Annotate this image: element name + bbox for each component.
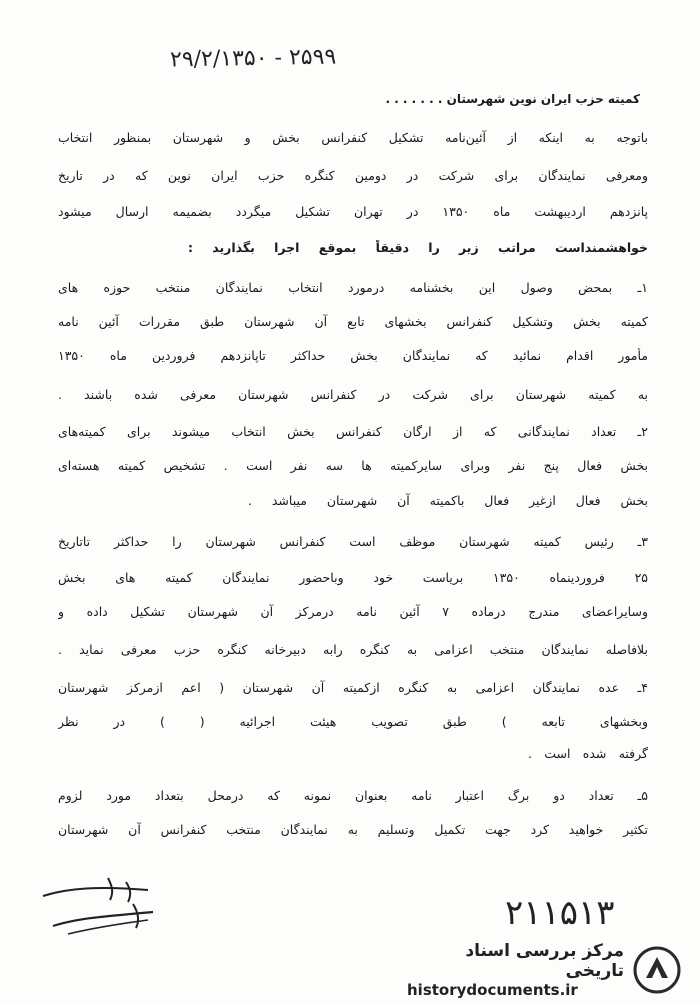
handwritten-archive-number: ۲۱۱۵۱۳ (505, 893, 615, 933)
body-line: وسایراعضای مندرج درماده ۷ آئین نامه درمرکز آن شهرستان تشکیل داده و (58, 604, 648, 619)
body-line: باتوجه به اینکه از آئین‌نامه تشکیل کنفرانس بخش و شهرستان بمنظور انتخاب (58, 130, 648, 145)
watermark-url: historydocuments.ir (407, 981, 578, 999)
body-line: ومعرفی نمایندگان برای شرکت در دومین کنگره حزب ایران نوین که در تاریخ (58, 168, 648, 183)
body-line: بلافاصله نمایندگان منتخب اعزامی به کنگره رابه دبیرخانه کنگره حزب معرفی نماید . (58, 642, 648, 657)
body-line: به کمیته شهرستان برای شرکت در کنفرانس شهرستان معرفی شده باشند . (58, 387, 648, 402)
body-line: ۵ـ تعداد دو برگ اعتبار نامه بعنوان نمونه که درمحل بتعداد مورد لزوم (58, 788, 648, 803)
body-line: وبخشهای تابعه ) طبق تصویب هیئت اجرائیه ( ) در نظر (58, 714, 648, 729)
body-line: ۲۵ فروردینماه ۱۳۵۰ بریاست خود وباحضور نمایندگان کمیته های بخش (58, 570, 648, 585)
signature-mark (38, 868, 158, 948)
body-line: پانزدهم اردیبهشت ماه ۱۳۵۰ در تهران تشکیل میگردد بضمیمه ارسال میشود (58, 204, 648, 219)
body-line: تکثیر خواهید کرد جهت تکمیل وتسلیم به نمایندگان منتخب کنفرانس آن شهرستان (58, 822, 648, 837)
watermark-title: مرکز بررسی اسناد تاریخی (465, 941, 624, 981)
body-line: ۲ـ تعداد نمایندگانی که از ارگان کنفرانس بخش انتخاب میشوند برای کمیته‌های (58, 424, 648, 439)
body-line: خواهشمنداست مراتب زیر را دقیقاً بموقع اجرا بگذارید : (188, 240, 648, 255)
body-line: ۱ـ بمحض وصول این بخشنامه درمورد انتخاب نمایندگان منتخب حوزه های (58, 280, 648, 295)
body-line: بخش فعال پنج نفر وبرای سایرکمیته ها سه نفر است . تشخیص کمیته هسته‌ای (58, 458, 648, 473)
watermark (407, 941, 682, 999)
body-line: گرفته شده است . (528, 746, 648, 761)
handwritten-reference: ۲۹/۲/۱۳۵۰ - ۲۵۹۹ (169, 44, 337, 73)
body-line: ۴ـ عده نمایندگان اعزامی به کنگره ازکمیته آن شهرستان ( اعم ازمرکز شهرستان (58, 680, 648, 695)
body-line: ۳ـ رئیس کمیته شهرستان موظف است کنفرانس شهرستان را حداکثر تاتاریخ (58, 534, 648, 549)
body-line: کمیته بخش وتشکیل کنفرانس بخشهای تابع آن شهرستان طبق مقررات آئین نامه (58, 314, 648, 329)
body-line: مأمور اقدام نمائید که نمایندگان بخش حداکثر تاپانزدهم فروردین ماه ۱۳۵۰ (58, 348, 648, 363)
archive-logo-icon (632, 945, 682, 995)
document-title: کمیته حزب ایران نوین شهرستان . . . . . . . (385, 92, 640, 106)
body-line: بخش فعال ازغیر فعال باکمیته آن شهرستان میباشد . (248, 493, 648, 508)
